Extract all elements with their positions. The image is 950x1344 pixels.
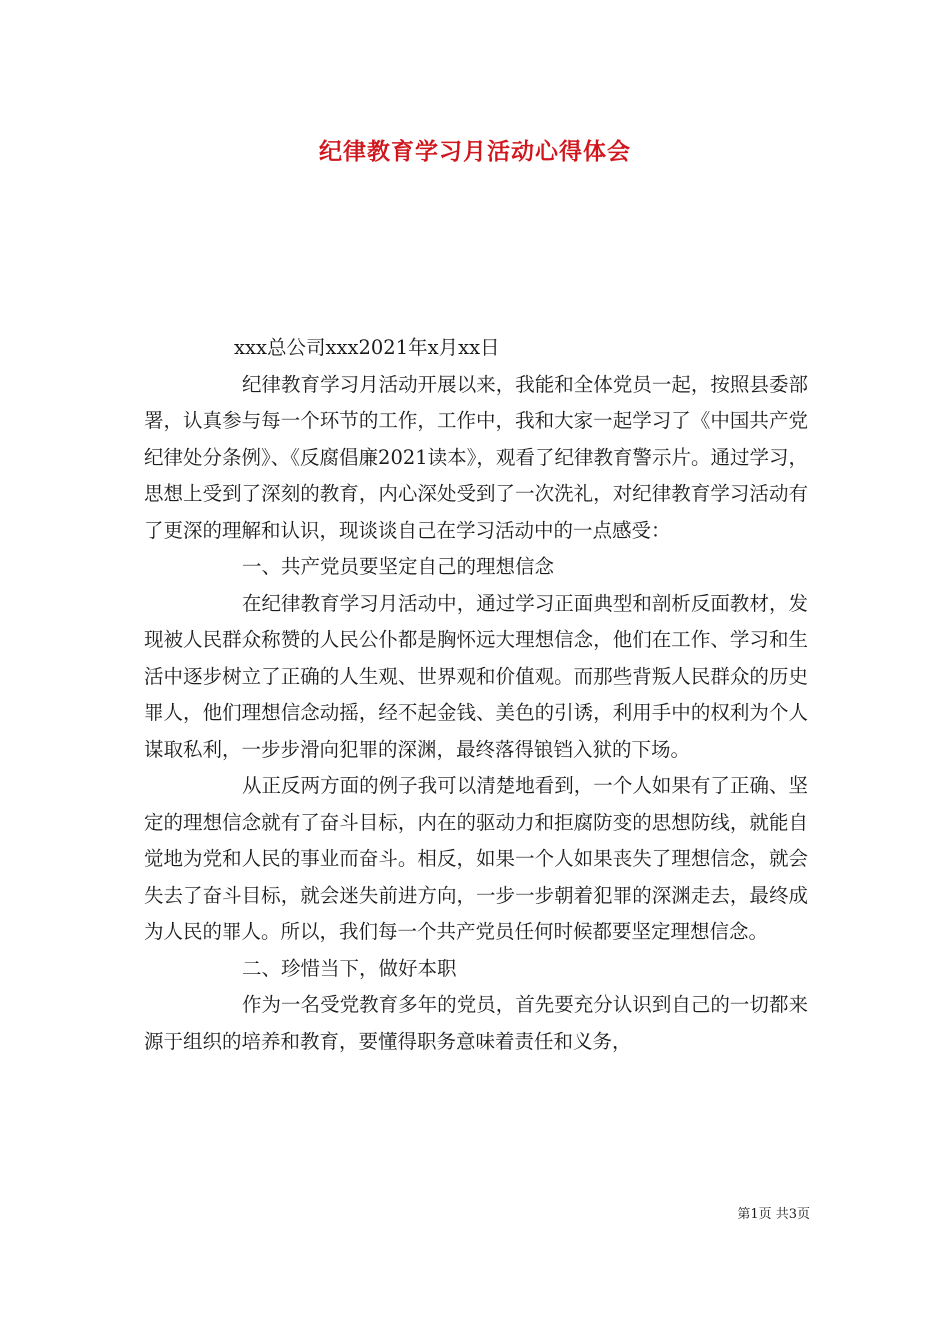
paragraph: 作为一名受党教育多年的党员，首先要充分认识到自己的一切都来源于组织的培养和教育，要懂得职务意味着责任和义务， [144,993,808,1053]
document-title: 纪律教育学习月活动心得体会 [319,139,631,165]
paragraph: 从正反两方面的例子我可以清楚地看到，一个人如果有了正确、坚定的理想信念就有了奋斗目标，内在的驱动力和拒腐防变的思想防线，就能自觉地为党和人民的事业而奋斗。相反，如果一个人如果丧失了理想信念，就会失去了奋斗目标，就会迷失前进方向，一步一步朝着犯罪的深渊走去，最终成为人民的罪人。所以，我们每一个共产党员任何时候都要坚定理想信念。 [144,774,808,943]
document-body [144,330,808,1060]
section-heading: 一、共产党员要坚定自己的理想信念 [242,555,555,578]
paragraph: 在纪律教育学习月活动中，通过学习正面典型和剖析反面教材，发现被人民群众称赞的人民公仆都是胸怀远大理想信念，他们在工作、学习和生活中逐步树立了正确的人生观、世界观和价值观。而那些背叛人民群众的历史罪人，他们理想信念动摇，经不起金钱、美色的引诱，利用手中的权利为个人谋取私利，一步步滑向犯罪的深渊，最终落得锒铛入狱的下场。 [144,591,808,761]
paragraph: 纪律教育学习月活动开展以来，我能和全体党员一起，按照县委部署，认真参与每一个环节的工作，工作中，我和大家一起学习了《中国共产党纪律处分条例》、《反腐倡廉2021读本》，观看了纪律教育警示片。通过学习，思想上受到了深刻的教育，内心深处受到了一次洗礼，对纪律教育学习活动有了更深的理解和认识，现谈谈自己在学习活动中的一点感受： [144,372,808,542]
section-heading: 二、珍惜当下，做好本职 [242,956,457,980]
page-number: 第1页 共3页 [737,1207,810,1222]
byline: xxx总公司xxx2021年x月xx日 [234,336,500,359]
